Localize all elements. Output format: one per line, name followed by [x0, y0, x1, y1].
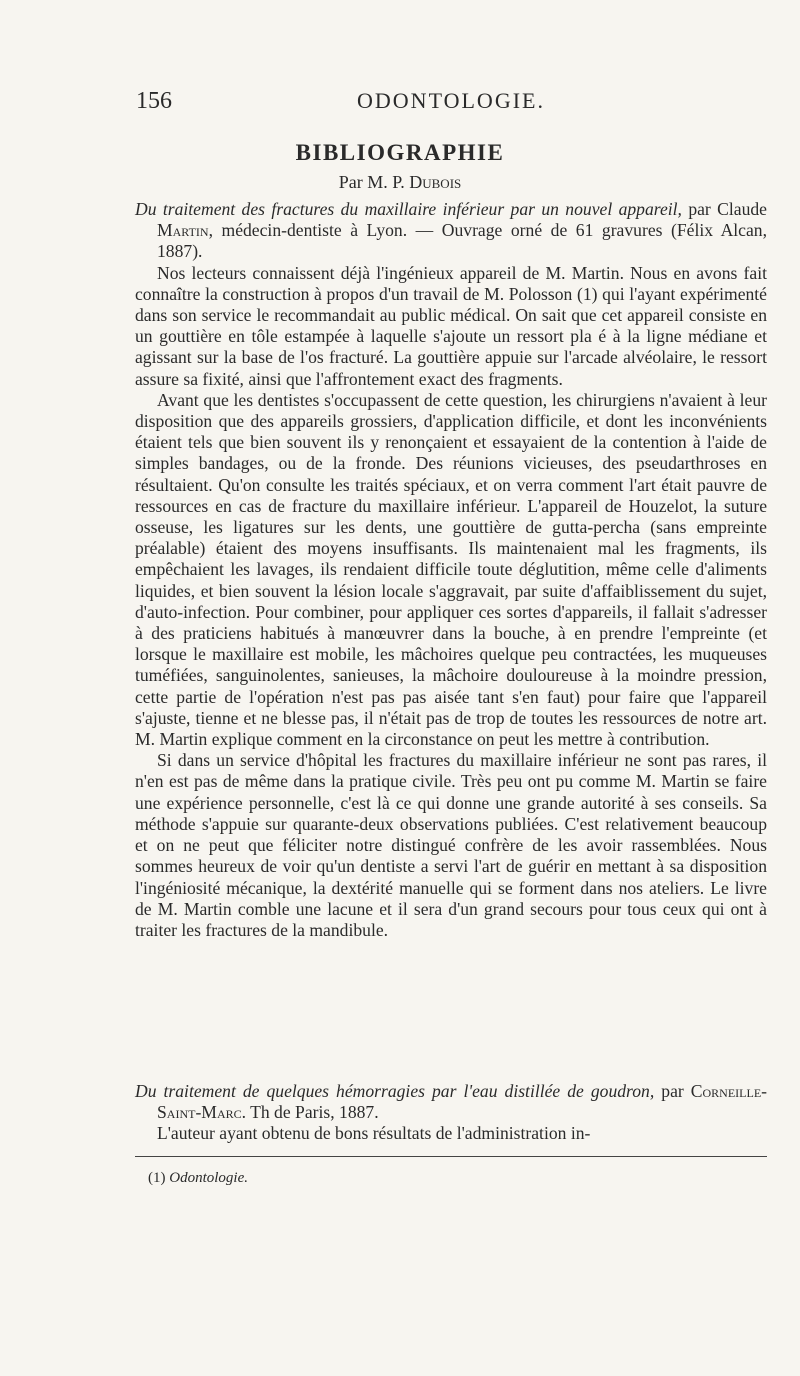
citation-author: Corneille-Saint-Marc [157, 1081, 768, 1123]
byline-author: Dubois [409, 172, 462, 192]
byline-par: Par M. P. [338, 172, 405, 192]
citation-par: par [654, 1081, 691, 1101]
running-head: ODONTOLOGIE. [357, 88, 545, 113]
page-header [136, 88, 766, 128]
footnote-marker: (1) [148, 1170, 166, 1186]
entry-citation [135, 199, 767, 263]
footnote [148, 1170, 248, 1187]
book-review-corneille [135, 1081, 767, 1145]
page-number: 156 [136, 88, 172, 114]
review-paragraph: Nos lecteurs connaissent déjà l'ingénieux appareil de M. Martin. Nous en avons fait connaître la construction à propos d'un travail de M. Polosson (1) qui l'ayant expérimenté dans son service le recommandait au public médical. On sait que cet appareil consiste en un gouttière en tôle estampée à laquelle s'ajoute un ressort pla é à la ligne médiane et agissant sur la base de l'os fracturé. La gouttière appuie sur l'arcade alvéolaire, le ressort assure sa fixité, ainsi que l'affrontement exact des fragments. [135, 262, 767, 389]
review-paragraph: Si dans un service d'hôpital les fractures du maxillaire inférieur ne sont pas rares, il n'en est pas de même dans la pratique civile. Très peu ont pu comme M. Martin se faire une expérience personnelle, c'est là ce qui donne une grande autorité à ses conseils. Sa méthode s'appuie sur quarante-deux observations publiées. C'est relativement beaucoup et on ne peut que féliciter notre distingué confrère de les avoir rassemblées. Nous sommes heureux de voir qu'un dentiste a servi l'art de guérir en mettant à sa disposition l'ingéniosité mécanique, la dextérité manuelle qui se forment dans nos ateliers. Le livre de M. Martin comble une lacune et il sera d'un grand secours pour tous ceux qui ont à traiter les fractures de la mandibule. [135, 750, 767, 940]
footnote-text: Odontologie. [169, 1170, 248, 1186]
citation-details: , médecin-dentiste à Lyon. — Ouvrage orné de 61 gravures (Félix Alcan, 1887). [157, 220, 767, 262]
footnote-rule [135, 1156, 767, 1157]
review-paragraph: L'auteur ayant obtenu de bons résultats de l'administration in- [157, 1123, 591, 1144]
citation-author: Martin [157, 220, 209, 241]
byline [0, 172, 800, 193]
section-title: BIBLIOGRAPHIE [295, 140, 505, 165]
entry-citation [135, 1081, 767, 1123]
book-review-martin [135, 199, 767, 941]
entry-title: Du traitement des fractures du maxillaire inférieur par un nouvel appareil, [135, 199, 682, 219]
entry-title: Du traitement de quelques hémorragies par l'eau distillée de goudron, [135, 1081, 655, 1101]
citation-par: par Claude [681, 199, 767, 219]
review-paragraph: Avant que les dentistes s'occupassent de cette question, les chirurgiens n'avaient à leur disposition que des appareils grossiers, d'application difficile, et dont les inconvénients étaient tels que bien souvent ils y renonçaient et essayaient de la contention à l'aide de simples bandages, ou de la fronde. Des réunions vicieuses, des pseudarthroses en résultaient. Qu'on consulte les traités spéciaux, et on verra comment l'art était pauvre de ressources en cas de fracture du maxillaire inférieur. L'appareil de Houzelot, la suture osseuse, les ligatures sur les dents, une gouttière de gutta-percha (sans empreinte préalable) étaient des moyens insuffisants. Ils maintenaient mal les fragments, ils empêchaient les lavages, ils rendaient difficile toute déglutition, même celle d'aliments liquides, et bien souvent la lésion locale s'aggravait, par suite d'affaiblissement du sujet, d'auto-infection. Pour combiner, pour appliquer ces sortes d'appareils, il fallait s'adresser à des praticiens habitués à manœuvrer dans la bouche, à en prendre l'empreinte (et lorsque le maxillaire est mobile, les mâchoires quelque peu contractées, les muqueuses tuméfiées, sanguinolentes, sanieuses, la mâchoire douloureuse à la moindre pression, cette partie de l'opération n'est pas pas aisée tant s'en faut) pour faire que l'appareil s'ajuste, tienne et ne blesse pas, il n'était pas de trop de toutes les ressources de notre art. M. Martin explique comment en la circonstance on peut les mettre à contribution. [135, 389, 767, 750]
citation-details: . Th de Paris, 1887. [241, 1102, 379, 1123]
